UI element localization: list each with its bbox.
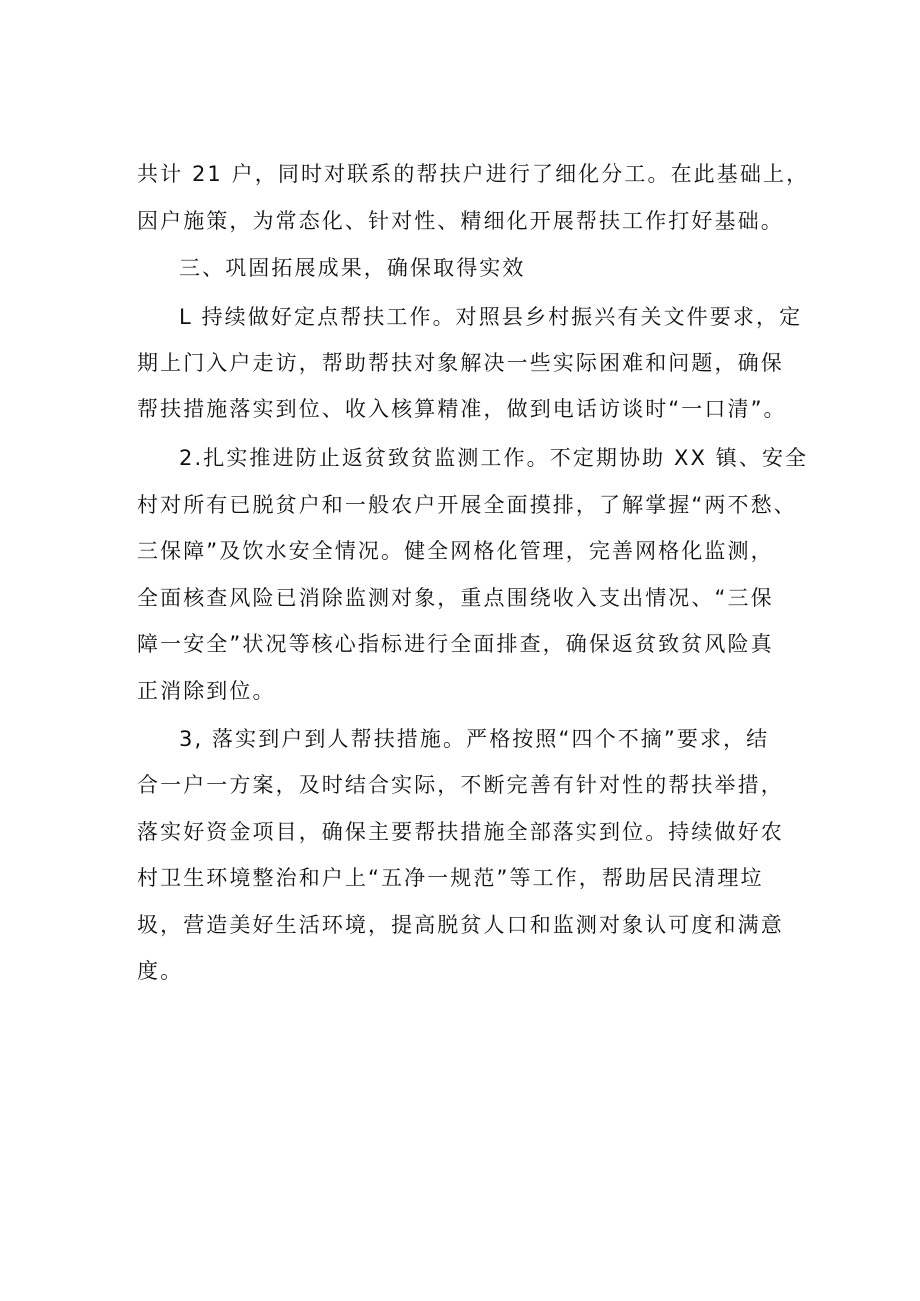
text-line: 落实好资金项目，确保主要帮扶措施全部落实到位。持续做好农 (137, 820, 784, 844)
text-line: 正消除到位。 (137, 679, 276, 703)
text-line: 全面核查风险已消除监测对象，重点围绕收入支出情况、“三保 (137, 586, 774, 610)
text-line: 圾，营造美好生活环境，提高脱贫人口和监测对象认可度和满意 (137, 913, 784, 937)
text-line: 帮扶措施落实到位、收入核算精准，做到电话访谈时“一口清”。 (137, 397, 787, 421)
text-line: 共计 21 户，同时对联系的帮扶户进行了细化分工。在此基础上， (137, 162, 810, 186)
text-line: 村卫生环境整治和户上“五净一规范”等工作，帮助居民清理垃 (137, 866, 764, 890)
text-line: 村对所有已脱贫户和一般农户开展全面摸排，了解掌握“两不愁、 (137, 493, 797, 517)
text-line: 三保障”及饮水安全情况。健全网格化管理，完善网格化监测， (137, 539, 774, 563)
text-line: L 持续做好定点帮扶工作。对照县乡村振兴有关文件要求，定 (179, 305, 803, 329)
text-line: 合一户一方案，及时结合实际，不断完善有针对性的帮扶举措， (137, 773, 784, 797)
text-line: 障一安全”状况等核心指标进行全面排查，确保返贫致贫风险真 (137, 632, 774, 656)
text-line: 度。 (137, 959, 184, 983)
section-heading: 三、巩固拓展成果，确保取得实效 (179, 256, 526, 280)
text-line: 因户施策，为常态化、针对性、精细化开展帮扶工作打好基础。 (137, 209, 784, 233)
text-line: 2.扎实推进防止返贫致贫监测工作。不定期协助 XX 镇、安全 (179, 446, 809, 470)
text-line: 3, 落实到户到人帮扶措施。严格按照“四个不摘”要求，结 (179, 727, 770, 751)
text-line: 期上门入户走访，帮助帮扶对象解决一些实际困难和问题，确保 (137, 351, 784, 375)
